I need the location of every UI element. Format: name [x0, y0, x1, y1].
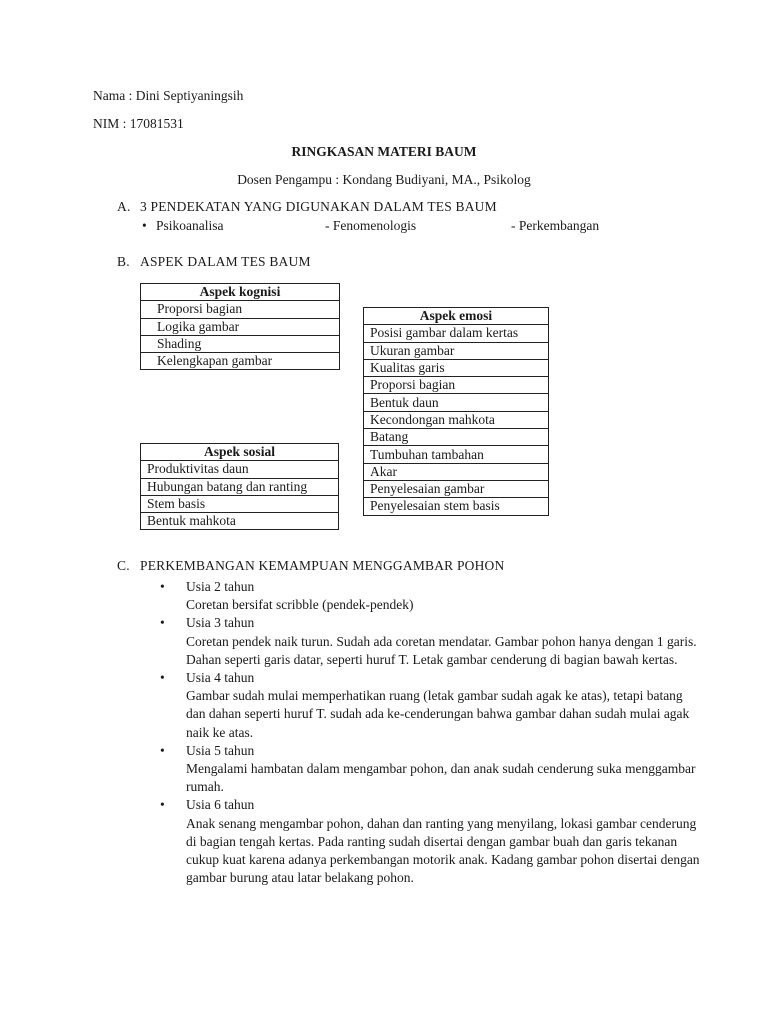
- list-item: [160, 796, 700, 887]
- table-cell: Hubungan batang dan ranting: [141, 478, 339, 495]
- age-label: Usia 2 tahun: [186, 579, 255, 594]
- student-name: Nama : Dini Septiyaningsih: [93, 88, 244, 103]
- section-title: 3 PENDEKATAN YANG DIGUNAKAN DALAM TES BAUM: [140, 199, 497, 214]
- list-item: [160, 578, 700, 614]
- aspek-kognisi-table: [140, 283, 340, 370]
- table-cell: Produktivitas daun: [141, 461, 339, 478]
- table-cell: Kelengkapan gambar: [141, 353, 340, 370]
- section-title: PERKEMBANGAN KEMAMPUAN MENGGAMBAR POHON: [140, 558, 505, 573]
- lecturer-line: Dosen Pengampu : Kondang Budiyani, MA., Psikolog: [237, 172, 531, 187]
- table-cell: Penyelesaian stem basis: [364, 498, 549, 515]
- aspek-emosi-table: [363, 307, 549, 516]
- list-item: [160, 742, 700, 797]
- section-a-heading: [117, 199, 497, 215]
- age-description: Coretan bersifat scribble (pendek-pendek): [186, 597, 414, 613]
- table-cell: Logika gambar: [141, 318, 340, 335]
- table-cell: Penyelesaian gambar: [364, 480, 549, 497]
- approach-label: Psikoanalisa: [156, 218, 224, 233]
- list-item: [160, 669, 700, 742]
- bullet-icon: •: [160, 742, 165, 758]
- list-item: [160, 614, 700, 669]
- age-label: Usia 4 tahun: [186, 670, 255, 686]
- age-label: Usia 3 tahun: [186, 615, 255, 631]
- approach-item: [142, 218, 224, 234]
- document-title: RINGKASAN MATERI BAUM: [291, 144, 477, 159]
- table-cell: Ukuran gambar: [364, 342, 549, 359]
- age-description: Coretan pendek naik turun. Sudah ada coretan mendatar. Gambar pohon hanya dengan 1 garis. Dahan seperti garis datar, seperti huruf T. Letak gambar cenderung di bagian bawah kertas.: [186, 633, 697, 667]
- section-b-heading: [117, 254, 311, 270]
- table-cell: Akar: [364, 463, 549, 480]
- table-header: Aspek emosi: [364, 308, 549, 325]
- bullet-icon: •: [160, 670, 165, 686]
- bullet-icon: •: [142, 218, 147, 233]
- table-header: Aspek sosial: [141, 444, 339, 461]
- table-cell: Stem basis: [141, 495, 339, 512]
- table-header: Aspek kognisi: [141, 284, 340, 301]
- development-list: [160, 578, 700, 887]
- bullet-icon: •: [160, 615, 165, 631]
- table-cell: Bentuk mahkota: [141, 513, 339, 530]
- table-cell: Kualitas garis: [364, 359, 549, 376]
- table-cell: Proporsi bagian: [364, 377, 549, 394]
- approach-item: - Fenomenologis: [325, 218, 417, 233]
- table-cell: Tumbuhan tambahan: [364, 446, 549, 463]
- age-description: Anak senang mengambar pohon, dahan dan ranting yang menyilang, lokasi gambar cenderung di bagian tengah kertas. Pada ranting sudah disertai dengan gambar buah dan garis tekanan cukup kuat karena adanya perkembangan motorik anak. Kadang gambar pohon disertai dengan gambar burung atau latar belakang pohon.: [186, 815, 700, 886]
- section-letter: A.: [117, 199, 131, 214]
- section-letter: C.: [117, 558, 130, 573]
- section-title: ASPEK DALAM TES BAUM: [140, 254, 311, 269]
- table-cell: Bentuk daun: [364, 394, 549, 411]
- aspek-sosial-table: [140, 443, 339, 530]
- table-cell: Batang: [364, 429, 549, 446]
- age-label: Usia 5 tahun: [186, 742, 255, 758]
- table-cell: Proporsi bagian: [141, 301, 340, 318]
- age-description: Mengalami hambatan dalam mengambar pohon, dan anak sudah cenderung suka menggambar rumah.: [186, 761, 696, 795]
- table-cell: Posisi gambar dalam kertas: [364, 325, 549, 342]
- table-cell: Shading: [141, 335, 340, 352]
- approach-item: - Perkembangan: [511, 218, 600, 233]
- student-nim: NIM : 17081531: [93, 116, 184, 131]
- section-letter: B.: [117, 254, 130, 269]
- age-description: Gambar sudah mulai memperhatikan ruang (letak gambar sudah agak ke atas), tetapi batang dan dahan seperti huruf T. sudah ada ke-cenderungan bahwa gambar dahan sudah mulai agak naik ke atas.: [186, 688, 690, 740]
- age-label: Usia 6 tahun: [186, 797, 255, 813]
- bullet-icon: •: [160, 797, 165, 813]
- bullet-icon: •: [160, 579, 165, 594]
- table-cell: Kecondongan mahkota: [364, 411, 549, 428]
- section-c-heading: [117, 558, 504, 574]
